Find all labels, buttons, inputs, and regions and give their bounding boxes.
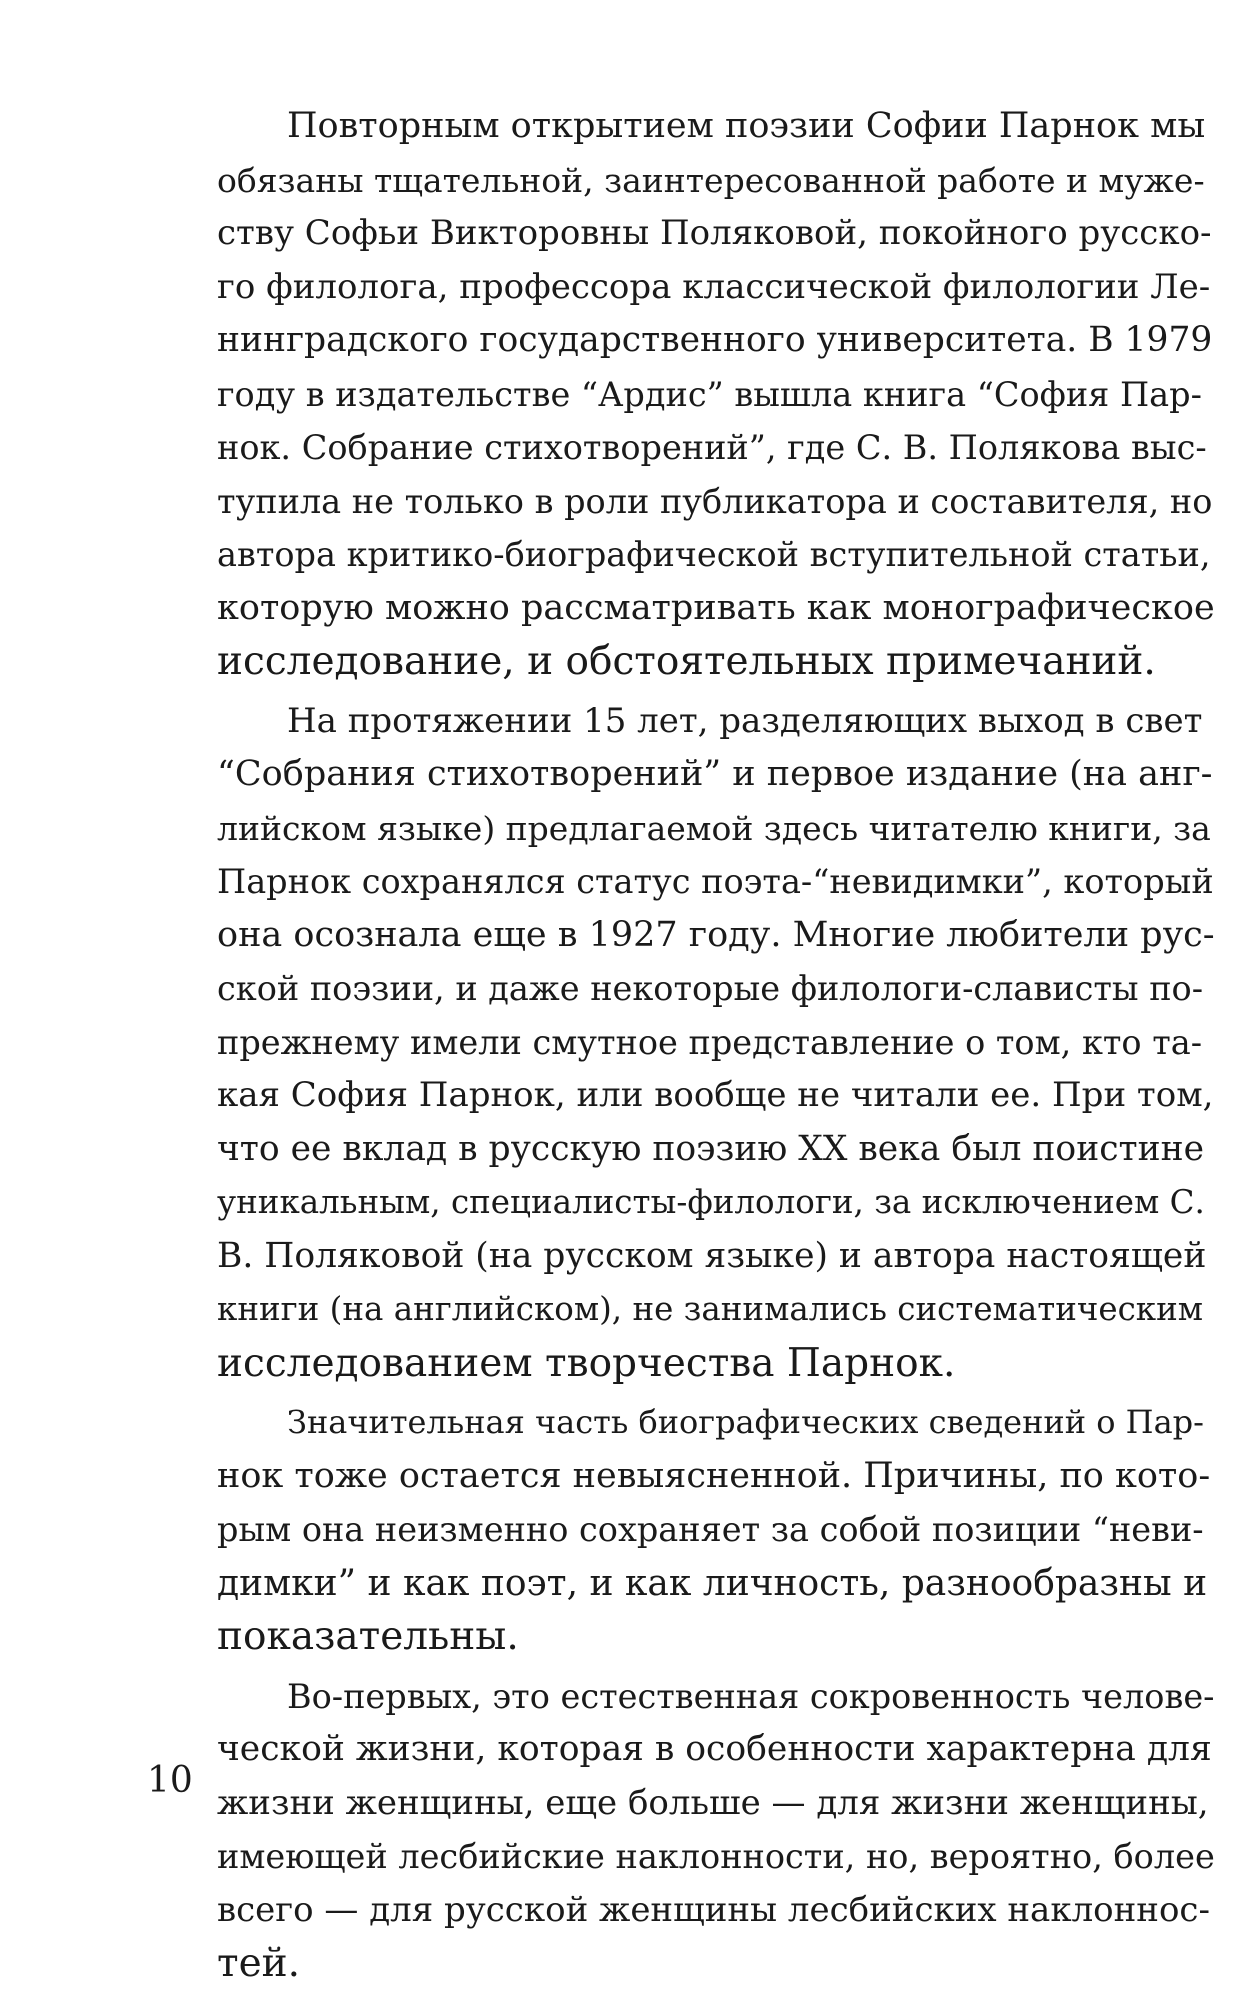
- text-line: исследованием творчества Парнок.: [217, 1340, 956, 1386]
- text-line: ству Софьи Викторовны Поляковой, покойного русско-: [217, 213, 1212, 253]
- text-line: димки” и как поэт, и как личность, разнообразны и: [217, 1562, 1208, 1604]
- text-line: обязаны тщательной, заинтересованной работе и муже-: [217, 160, 1205, 200]
- text-line: прежнему имели смутное представление о том, кто та-: [217, 1022, 1203, 1062]
- text-line: лийском языке) предлагаемой здесь читателю книги, за: [217, 808, 1211, 848]
- text-line: На протяжении 15 лет, разделяющих выход в свет: [287, 700, 1203, 741]
- text-line: нок тоже остается невыясненной. Причины, по кото-: [217, 1455, 1211, 1496]
- text-line: го филолога, профессора классической филологии Ле-: [217, 266, 1211, 307]
- text-line: что ее вклад в русскую поэзию XX века был поистине: [217, 1128, 1205, 1169]
- text-line: ской поэзии, и даже некоторые филологи-слависты по-: [217, 969, 1204, 1008]
- text-line: она осознала еще в 1927 году. Многие любители рус-: [217, 914, 1215, 955]
- text-line: тей.: [217, 1941, 301, 1986]
- text-line: Парнок сохранялся статус поэта-“невидимки”, который: [217, 862, 1214, 901]
- text-line: “Собрания стихотворений” и первое издание (на анг-: [217, 754, 1213, 794]
- body-text: [147, 100, 1215, 1991]
- paragraph: [147, 1396, 1211, 1664]
- text-line: Повторным открытием поэзии Софии Парнок мы: [287, 106, 1206, 146]
- paragraph: [147, 100, 1215, 689]
- text-line: ческой жизни, которая в особенности характерна для: [217, 1729, 1212, 1769]
- text-line: уникальным, специалисты-филологи, за исключением С.: [217, 1183, 1205, 1221]
- text-line: автора критико-биографической вступительной статьи,: [217, 535, 1211, 574]
- text-line: нинградского государственного университета. В 1979: [217, 320, 1213, 360]
- paragraph: [147, 695, 1215, 1391]
- text-line: жизни женщины, еще больше — для жизни женщины,: [217, 1782, 1209, 1823]
- text-line: показательны.: [217, 1614, 519, 1659]
- text-line: книги (на английском), не занимались систематическим: [217, 1290, 1204, 1328]
- text-line: тупила не только в роли публикатора и составителя, но: [217, 481, 1213, 521]
- text-line: Значительная часть биографических сведений о Пар-: [287, 1403, 1204, 1441]
- text-line: году в издательстве “Ардис” вышла книга “София Пар-: [217, 374, 1202, 414]
- text-line: нок. Собрание стихотворений”, где С. В. Полякова выс-: [217, 428, 1207, 467]
- text-line: исследование, и обстоятельных примечаний.: [217, 639, 1156, 684]
- page-number: 10: [147, 1760, 193, 1801]
- paragraph: [147, 1670, 1215, 1991]
- text-line: кая София Парнок, или вообще не читали ее. При том,: [217, 1075, 1214, 1115]
- text-line: В. Поляковой (на русском языке) и автора настоящей: [217, 1235, 1207, 1276]
- text-line: Во-первых, это естественная сокровенность челове-: [287, 1676, 1215, 1716]
- text-line: которую можно рассматривать как монографическое: [217, 587, 1215, 628]
- text-line: всего — для русской женщины лесбийских наклоннос-: [217, 1889, 1210, 1930]
- text-line: рым она неизменно сохраняет за собой позиции “неви-: [217, 1510, 1204, 1549]
- text-line: имеющей лесбийские наклонности, но, вероятно, более: [217, 1837, 1215, 1876]
